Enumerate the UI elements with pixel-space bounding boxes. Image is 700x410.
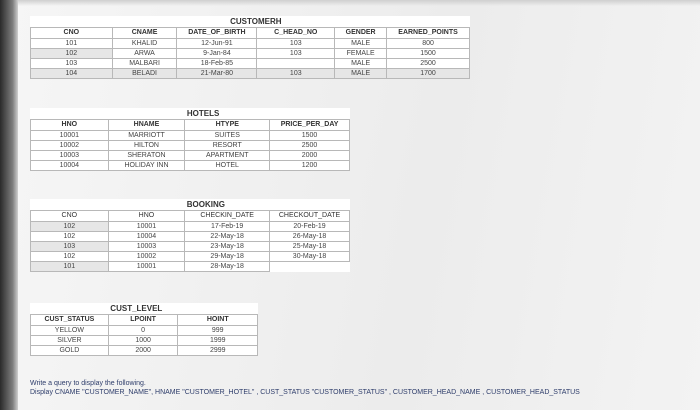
table-row — [31, 346, 258, 356]
table-cell: 1500 — [387, 49, 470, 59]
table-row — [31, 242, 350, 252]
table-cell: MALE — [335, 39, 387, 49]
table-cell: 1700 — [387, 69, 470, 79]
table-cell: 21-Mar-80 — [177, 69, 257, 79]
table-cell: 1000 — [108, 336, 178, 346]
table-cell: 0 — [108, 326, 178, 336]
cust-level-table — [30, 303, 258, 356]
table-cell: MALE — [335, 69, 387, 79]
table-cell: 103 — [257, 39, 335, 49]
table-cell: 103 — [31, 242, 109, 252]
table-row — [31, 49, 470, 59]
table-cell: FEMALE — [335, 49, 387, 59]
table-row — [31, 59, 470, 69]
table-cell: MARRIOTT — [108, 131, 185, 141]
column-header: CHECKOUT_DATE — [270, 211, 350, 222]
table-cell: APARTMENT — [185, 151, 270, 161]
table-row — [31, 232, 350, 242]
column-header: CNO — [31, 211, 109, 222]
table-cell: 2500 — [387, 59, 470, 69]
column-header: LPOINT — [108, 315, 178, 326]
table-cell: 10004 — [108, 232, 185, 242]
question-line-2: Display CNAME "CUSTOMER_NAME", HNAME "CUSTOMER_HOTEL" , CUST_STATUS "CUSTOMER_STATUS" , CUSTOMER_HEAD_NAME , CUSTOMER_HEAD_STATUS — [30, 389, 580, 396]
column-header: PRICE_PER_DAY — [270, 120, 350, 131]
customer-table — [30, 16, 470, 79]
table-cell: 800 — [387, 39, 470, 49]
table-cell: 103 — [31, 59, 113, 69]
table-cell: 25-May-18 — [270, 242, 350, 252]
table-cell: 10001 — [31, 131, 109, 141]
hotels-header-row — [31, 120, 350, 131]
booking-header-row — [31, 211, 350, 222]
table-row — [31, 252, 350, 262]
table-cell: YELLOW — [31, 326, 109, 336]
table-cell: 2000 — [108, 346, 178, 356]
table-cell: ARWA — [112, 49, 177, 59]
table-cell: GOLD — [31, 346, 109, 356]
table-cell: MALBARI — [112, 59, 177, 69]
table-row — [31, 69, 470, 79]
table-cell: 1500 — [270, 131, 350, 141]
customer-table-title: CUSTOMERH — [230, 17, 282, 26]
table-row — [31, 336, 258, 346]
customer-header-row — [31, 28, 470, 39]
column-header: HNO — [31, 120, 109, 131]
column-header: CUST_STATUS — [31, 315, 109, 326]
table-cell: 102 — [31, 49, 113, 59]
table-cell: 10001 — [108, 262, 185, 272]
table-cell: SUITES — [185, 131, 270, 141]
table-cell: 1999 — [178, 336, 258, 346]
column-header: CNO — [31, 28, 113, 39]
question-line-1: Write a query to display the following. — [30, 380, 146, 387]
column-header: DATE_OF_BIRTH — [177, 28, 257, 39]
table-row — [31, 222, 350, 232]
table-row — [31, 141, 350, 151]
column-header: CNAME — [112, 28, 177, 39]
booking-table — [30, 199, 350, 272]
column-header: HTYPE — [185, 120, 270, 131]
table-cell: 10004 — [31, 161, 109, 171]
table-cell: HOTEL — [185, 161, 270, 171]
table-cell: BELADI — [112, 69, 177, 79]
table-cell: SHERATON — [108, 151, 185, 161]
table-cell: 10002 — [31, 141, 109, 151]
table-cell: 102 — [31, 252, 109, 262]
table-cell: 104 — [31, 69, 113, 79]
table-cell: 10002 — [108, 252, 185, 262]
table-cell — [257, 59, 335, 69]
column-header: CHECKIN_DATE — [185, 211, 270, 222]
table-cell: 28-May-18 — [185, 262, 270, 272]
table-cell: 103 — [257, 49, 335, 59]
table-row — [31, 161, 350, 171]
table-cell: 2000 — [270, 151, 350, 161]
table-cell: 101 — [31, 262, 109, 272]
table-row — [31, 131, 350, 141]
table-cell: 10001 — [108, 222, 185, 232]
top-shadow — [18, 0, 700, 6]
table-cell: 12-Jun-91 — [177, 39, 257, 49]
table-cell: 1200 — [270, 161, 350, 171]
table-row — [31, 262, 350, 272]
table-cell: 30-May-18 — [270, 252, 350, 262]
table-cell: 18-Feb-85 — [177, 59, 257, 69]
table-cell: 23-May-18 — [185, 242, 270, 252]
table-cell: 20-Feb-19 — [270, 222, 350, 232]
hotels-table — [30, 108, 350, 171]
table-cell: HILTON — [108, 141, 185, 151]
table-cell: SILVER — [31, 336, 109, 346]
table-row — [31, 39, 470, 49]
cust-level-table-title: CUST_LEVEL — [110, 304, 163, 313]
table-cell: 26-May-18 — [270, 232, 350, 242]
column-header: C_HEAD_NO — [257, 28, 335, 39]
table-cell: 10003 — [31, 151, 109, 161]
hotels-table-title: HOTELS — [186, 109, 220, 118]
table-cell: 102 — [31, 222, 109, 232]
column-header: GENDER — [335, 28, 387, 39]
table-cell: 2500 — [270, 141, 350, 151]
table-cell: 999 — [178, 326, 258, 336]
table-cell: KHALID — [112, 39, 177, 49]
booking-table-title: BOOKING — [186, 200, 225, 209]
table-cell: 10003 — [108, 242, 185, 252]
table-cell: 2999 — [178, 346, 258, 356]
table-cell: RESORT — [185, 141, 270, 151]
table-cell: MALE — [335, 59, 387, 69]
table-cell: 103 — [257, 69, 335, 79]
table-cell: HOLIDAY INN — [108, 161, 185, 171]
column-header: HNO — [108, 211, 185, 222]
column-header: HOINT — [178, 315, 258, 326]
table-cell: 29-May-18 — [185, 252, 270, 262]
screen-bezel — [0, 0, 18, 410]
table-cell — [270, 262, 350, 272]
table-cell: 22-May-18 — [185, 232, 270, 242]
table-row — [31, 326, 258, 336]
cust-level-header-row — [31, 315, 258, 326]
column-header: HNAME — [108, 120, 185, 131]
table-cell: 9-Jan-84 — [177, 49, 257, 59]
question-text — [30, 379, 680, 397]
table-cell: 17-Feb-19 — [185, 222, 270, 232]
table-row — [31, 151, 350, 161]
table-cell: 101 — [31, 39, 113, 49]
table-cell: 102 — [31, 232, 109, 242]
column-header: EARNED_POINTS — [387, 28, 470, 39]
